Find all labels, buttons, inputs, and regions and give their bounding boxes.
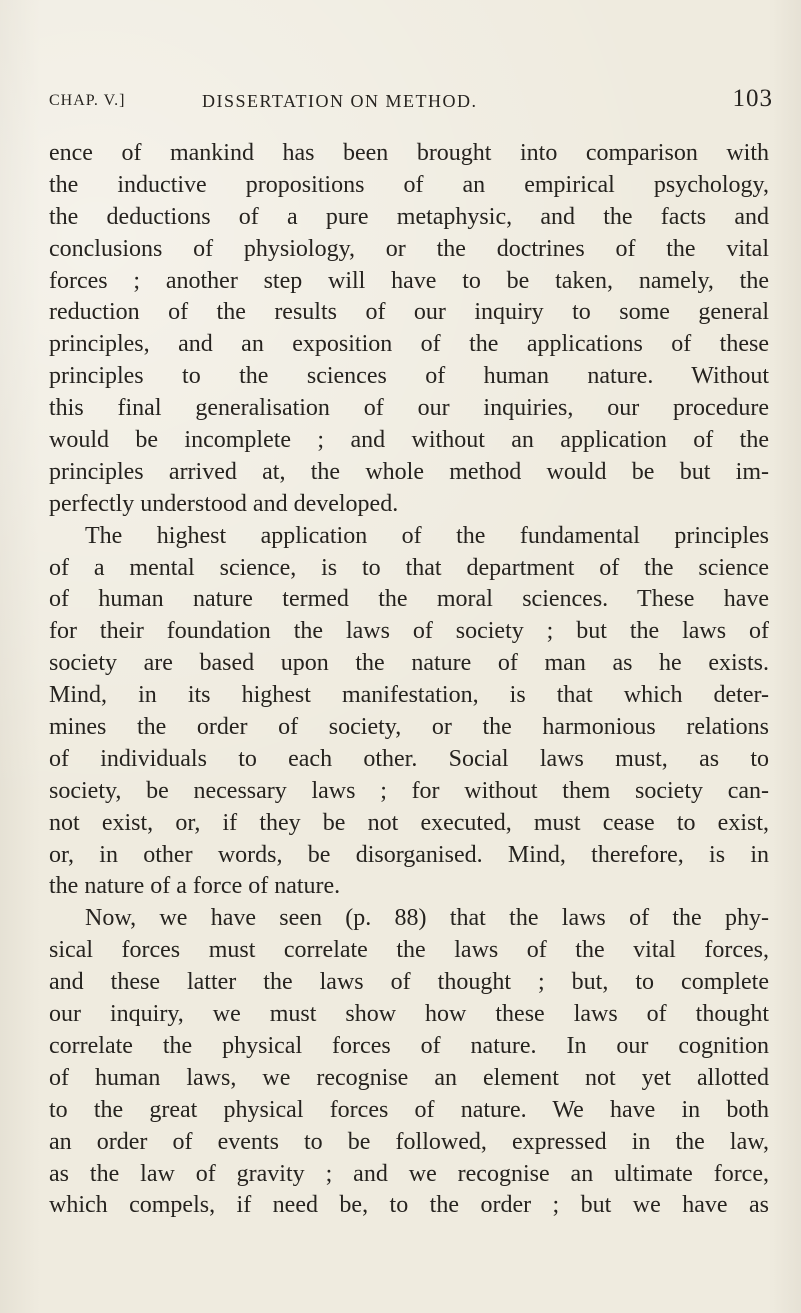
text-line: principles to the sciences of human nature. Without [49,363,769,390]
text-line: society, be necessary laws ; for without them society can- [49,777,769,804]
text-line: Mind, in its highest manifestation, is that which deter- [49,682,769,709]
text-line: to the great physical forces of nature. We have in both [49,1096,769,1123]
text-line: and these latter the laws of thought ; but, to complete [49,969,769,996]
text-line: the inductive propositions of an empirical psychology, [49,171,769,198]
text-line: society are based upon the nature of man as he exists. [49,650,769,677]
text-line: which compels, if need be, to the order ; but we have as [49,1192,769,1219]
text-line: as the law of gravity ; and we recognise an ultimate force, [49,1160,769,1187]
text-line: the deductions of a pure metaphysic, and the facts and [49,203,769,230]
text-line: this final generalisation of our inquiries, our procedure [49,395,769,422]
text-line: principles arrived at, the whole method would be but im- [49,458,769,485]
paragraph-start-line: The highest application of the fundamental principles [85,522,769,549]
text-line: mines the order of society, or the harmonious relations [49,714,769,741]
page-number: 103 [732,85,773,112]
text-line: of human laws, we recognise an element not yet allotted [49,1064,769,1091]
text-line: our inquiry, we must show how these laws of thought [49,1001,769,1028]
running-title: DISSERTATION ON METHOD. [202,91,478,111]
text-line: conclusions of physiology, or the doctrines of the vital [49,235,769,262]
text-line: would be incomplete ; and without an application of the [49,427,769,454]
text-line: for their foundation the laws of society ; but the laws of [49,618,769,645]
running-head [49,85,773,114]
text-line: sical forces must correlate the laws of the vital forces, [49,937,769,964]
paragraph-start-line: Now, we have seen (p. 88) that the laws of the phy- [85,905,769,932]
text-line: of human nature termed the moral sciences. These have [49,586,769,613]
chapter-label: CHAP. V.] [49,92,126,109]
text-line: ence of mankind has been brought into comparison with [49,140,769,166]
text-line: reduction of the results of our inquiry to some general [49,299,769,326]
text-line: of a mental science, is to that department of the science [49,554,769,581]
text-line: not exist, or, if they be not executed, must cease to exist, [49,809,769,836]
text-line: of individuals to each other. Social laws must, as to [49,745,769,772]
text-line: principles, and an exposition of the applications of these [49,331,769,358]
body-text [49,138,769,1222]
text-line: perfectly understood and developed. [49,490,399,517]
text-line: an order of events to be followed, expressed in the law, [49,1128,769,1155]
text-line: or, in other words, be disorganised. Mind, therefore, is in [49,841,769,868]
text-line: the nature of a force of nature. [49,873,341,900]
text-line: correlate the physical forces of nature. In our cognition [49,1032,769,1059]
text-line: forces ; another step will have to be taken, namely, the [49,267,769,294]
